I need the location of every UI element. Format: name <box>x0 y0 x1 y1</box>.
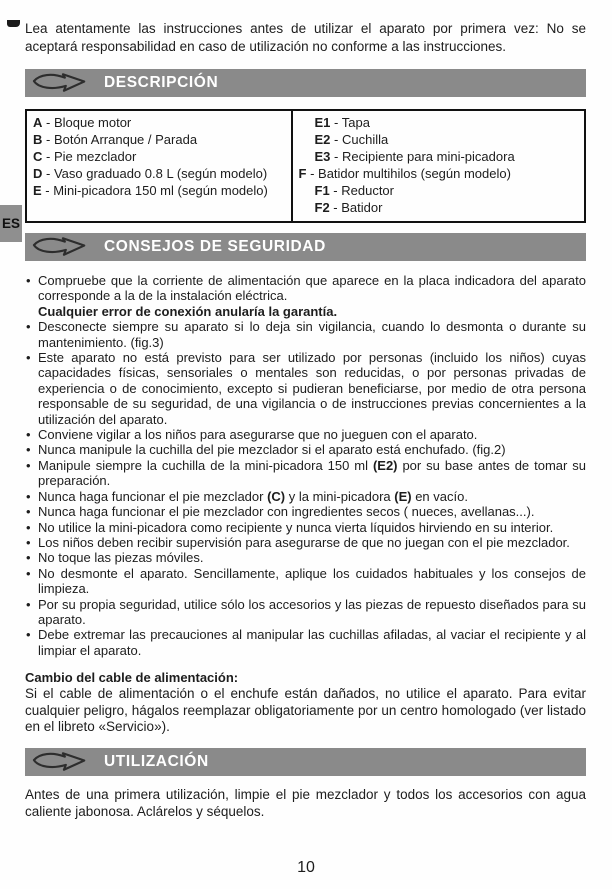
intro-paragraph: Lea atentamente las instrucciones antes de utilizar el aparato por primera vez: No se aceptará responsabilidad en caso de utilización no conforme a las instrucciones. <box>25 21 586 54</box>
section-banner-consejos <box>25 233 586 261</box>
page-number: 10 <box>297 859 315 876</box>
safety-bullet: • No toque las piezas móviles. <box>25 550 586 565</box>
part-row: E3 - Recipiente para mini-picadora <box>314 149 515 164</box>
scan-artifact <box>7 20 20 27</box>
safety-bullet: • No desmonte el aparato. Sencillamente, aplique los cuidados habituales y los consejos de limpieza. <box>25 566 586 597</box>
section-banner-utilizacion <box>25 748 586 776</box>
section-banner-descripcion <box>25 69 586 97</box>
cable-change-paragraph: Si el cable de alimentación o el enchufe están dañados, no utilice el aparato. Para evitar cualquier peligro, hágalos reemplazar obligatoriamente por un centro homologado (ver listado en el libreto «Servicio»). <box>25 686 586 735</box>
part-row: E - Mini-picadora 150 ml (según modelo) <box>33 183 268 198</box>
safety-bullet: • No utilice la mini-picadora como recipiente y nunca vierta líquidos hirviendo en su interior. <box>25 520 586 535</box>
safety-bullet: • Debe extremar las precauciones al manipular las cuchillas afiladas, al vaciar el recipiente y al limpiar el aparato. <box>25 627 586 658</box>
part-row: E2 - Cuchilla <box>314 132 389 147</box>
safety-bullet-list <box>25 273 586 658</box>
safety-bullet: • Este aparato no está previsto para ser utilizado por personas (incluido los niños) cuyas capacidades físicas, sensoriales o mentales son reducidas, o por personas privadas de experiencia o de conocimiento, excepto si pudieran beneficiarse, por medio de otra persona responsable de su seguridad, de una vigilancia o de instrucciones previas concernientes a la utilización del aparato. <box>25 350 586 427</box>
parts-table <box>25 109 586 223</box>
part-row: F1 - Reductor <box>314 183 394 198</box>
utilizacion-paragraph: Antes de una primera utilización, limpie el pie mezclador y todos los accesorios con agua caliente jabonosa. Aclárelos y séquelos. <box>25 786 586 819</box>
safety-bullet: • Compruebe que la corriente de alimentación que aparece en la placa indicadora del aparato corresponde a la de la instalación eléctrica. Cualquier error de conexión anularía la garantía. <box>25 273 586 319</box>
part-row: A - Bloque motor <box>33 115 132 130</box>
section-title-consejos: CONSEJOS DE SEGURIDAD <box>104 238 326 255</box>
part-row: C - Pie mezclador <box>33 149 137 164</box>
parts-column-right <box>292 110 585 222</box>
parts-column-left <box>26 110 292 222</box>
swoosh-arrow-icon <box>31 235 91 259</box>
safety-bullet: • Nunca manipule la cuchilla del pie mezclador si el aparato está enchufado. (fig.2) <box>25 442 586 457</box>
part-row: F2 - Batidor <box>314 200 383 215</box>
safety-bullet: • Nunca haga funcionar el pie mezclador con ingredientes secos ( nueces, avellanas...). <box>25 504 586 519</box>
language-tab-label: ES <box>1 216 20 231</box>
safety-bullet: • Los niños deben recibir supervisión para asegurarse de que no juegan con el pie mezclador. <box>25 535 586 550</box>
manual-page-content <box>25 20 586 820</box>
part-row: B - Botón Arranque / Parada <box>33 132 198 147</box>
section-title-utilizacion: UTILIZACIÓN <box>104 752 209 770</box>
part-row: D - Vaso graduado 0.8 L (según modelo) <box>33 166 268 181</box>
safety-bullet: • Manipule siempre la cuchilla de la mini-picadora 150 ml (E2) por su base antes de tomar su preparación. <box>25 458 586 489</box>
section-title-descripcion: DESCRIPCIÓN <box>104 74 219 91</box>
part-row: E1 - Tapa <box>314 115 370 130</box>
cable-change-heading: Cambio del cable de alimentación: <box>25 670 239 686</box>
safety-bullet: • Por su propia seguridad, utilice sólo los accesorios y las piezas de repuesto diseñados para su aparato. <box>25 597 586 628</box>
part-row: F - Batidor multihilos (según modelo) <box>298 166 511 181</box>
language-tab-es <box>0 205 22 242</box>
swoosh-arrow-icon <box>31 750 91 774</box>
swoosh-arrow-icon <box>31 71 91 95</box>
safety-bullet: • Nunca haga funcionar el pie mezclador (C) y la mini-picadora (E) en vacío. <box>25 489 586 504</box>
safety-bullet: • Conviene vigilar a los niños para asegurarse que no jueguen con el aparato. <box>25 427 586 442</box>
safety-bullet: • Desconecte siempre su aparato si lo deja sin vigilancia, cuando lo desmonta o durante su mantenimiento. (fig.3) <box>25 319 586 350</box>
